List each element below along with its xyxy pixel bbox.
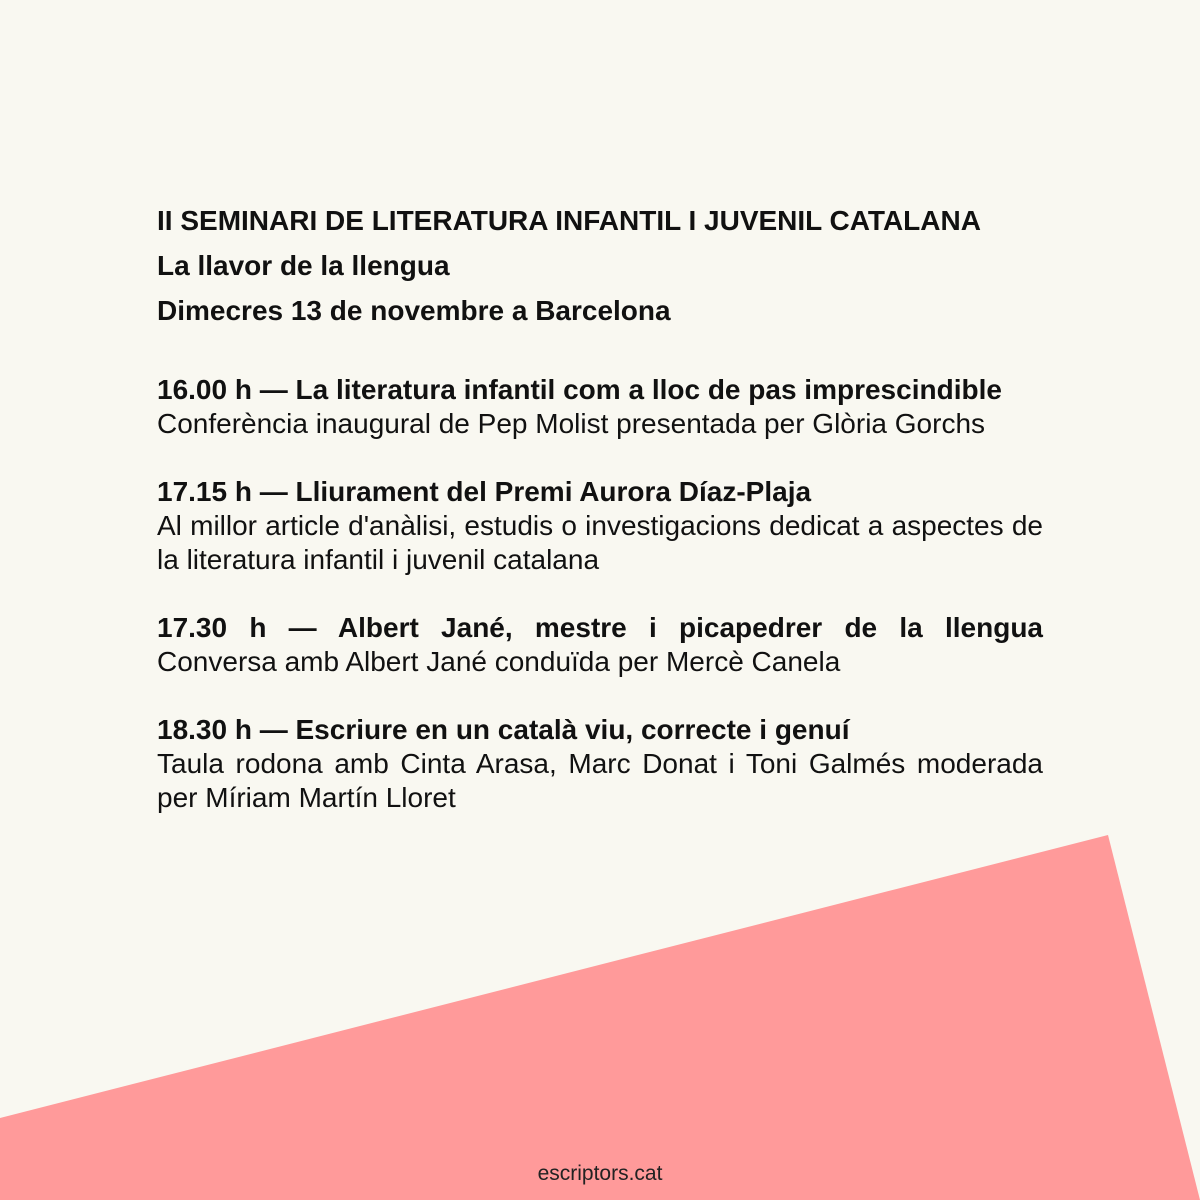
- schedule-item: [157, 373, 1043, 441]
- schedule-item: [157, 611, 1043, 679]
- event-description: Conferència inaugural de Pep Molist presentada per Glòria Gorchs: [157, 408, 986, 439]
- event-description: Conversa amb Albert Jané conduïda per Mercè Canela: [157, 646, 841, 677]
- event-heading: 17.30 h — Albert Jané, mestre i picapedrer de la llengua: [157, 612, 1043, 643]
- subtitle: La llavor de la llengua: [157, 250, 450, 281]
- title-block: [157, 198, 1043, 333]
- event-heading: 18.30 h — Escriure en un català viu, correcte i genuí: [157, 714, 850, 745]
- schedule-item: [157, 713, 1043, 815]
- schedule-item: [157, 475, 1043, 577]
- footer-site-link[interactable]: escriptors.cat: [537, 1162, 663, 1185]
- schedule-list: [157, 373, 1043, 815]
- main-content: [157, 198, 1043, 849]
- date-line: Dimecres 13 de novembre a Barcelona: [157, 295, 671, 326]
- event-heading: 16.00 h — La literatura infantil com a lloc de pas imprescindible: [157, 374, 1002, 405]
- page-title: II SEMINARI DE LITERATURA INFANTIL I JUVENIL CATALANA: [157, 205, 981, 236]
- event-description: Taula rodona amb Cinta Arasa, Marc Donat i Toni Galmés moderada per Míriam Martín Lloret: [157, 748, 1043, 813]
- event-heading: 17.15 h — Lliurament del Premi Aurora Díaz-Plaja: [157, 476, 812, 507]
- event-description: Al millor article d'anàlisi, estudis o investigacions dedicat a aspectes de la literatura infantil i juvenil catalana: [157, 510, 1043, 575]
